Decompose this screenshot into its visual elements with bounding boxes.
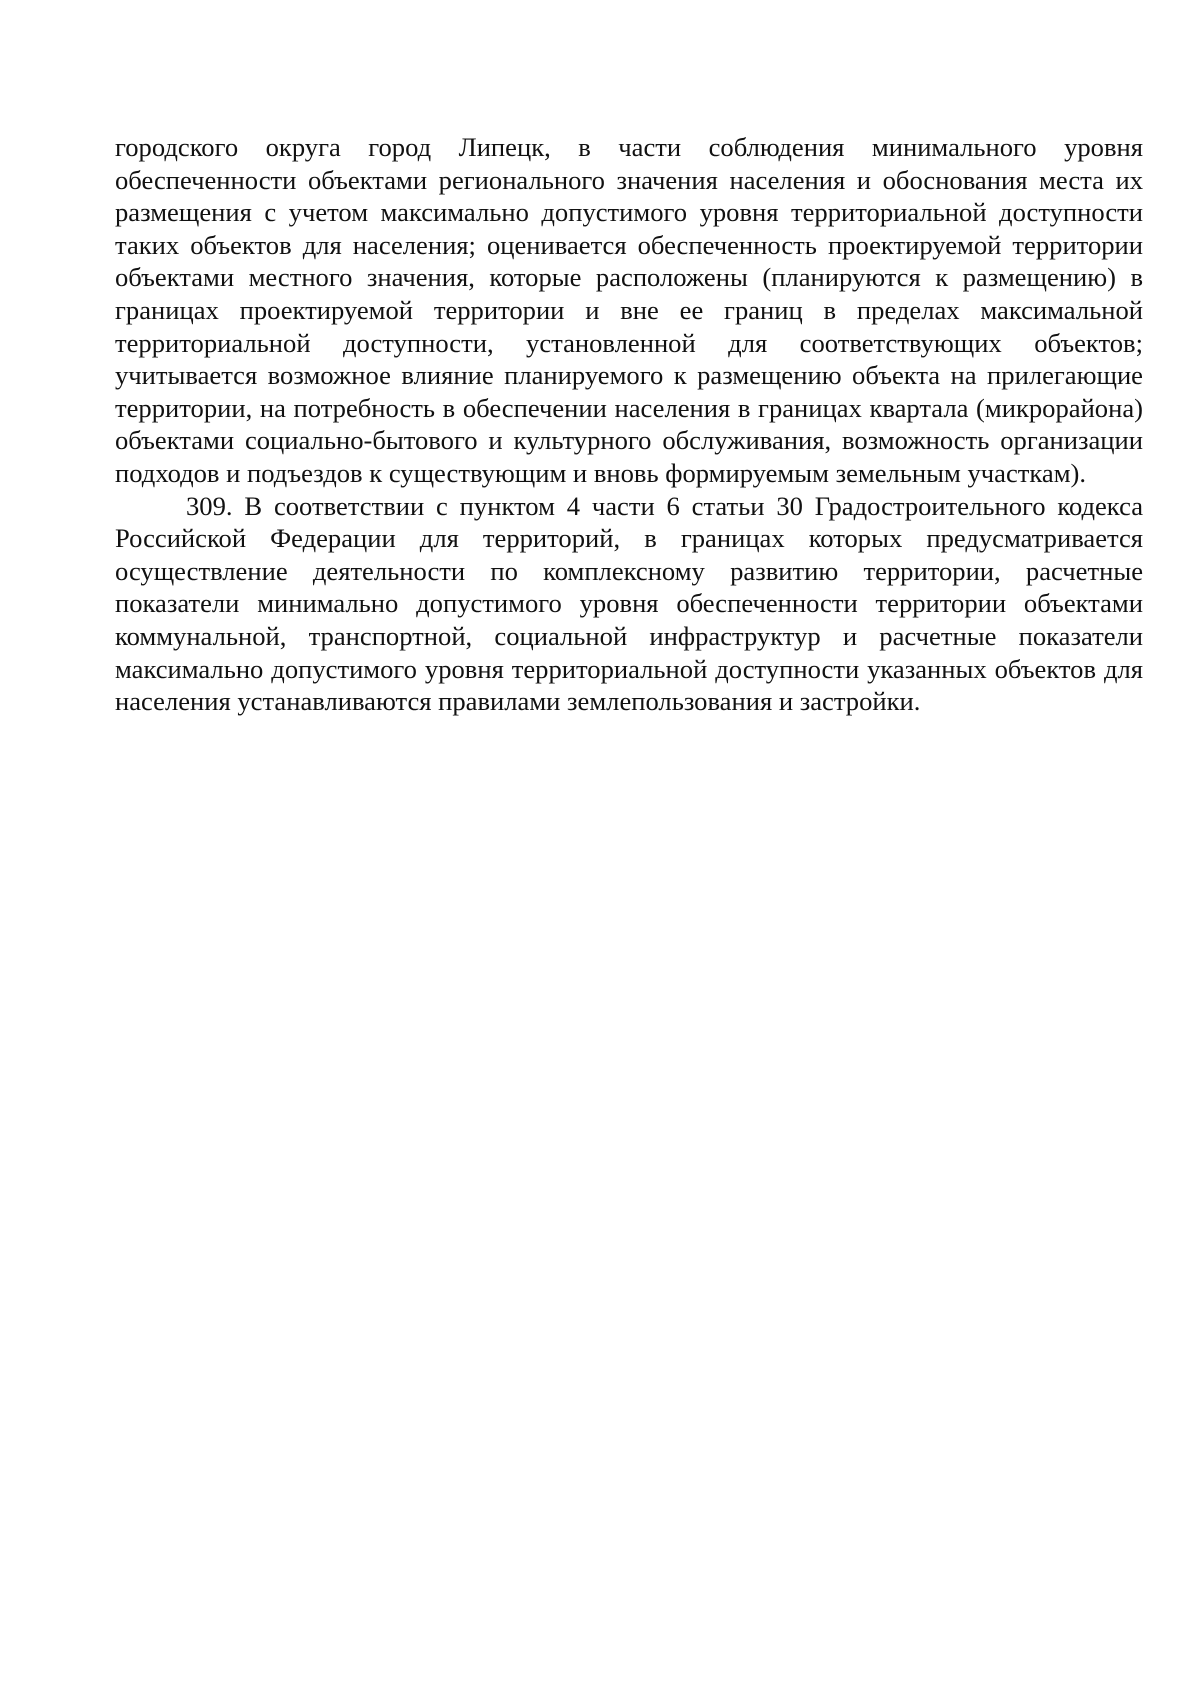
paragraph-309: 309. В соответствии с пунктом 4 части 6 статьи 30 Градостроительного кодекса Российской Федерации для территорий, в границах которых предусматривается осуществление деятельности по комплексному развитию территории, расчетные показатели минимально допустимого уровня обеспеченности территории объектами коммунальной, транспортной, социальной инфраструктур и расчетные показатели максимально допустимого уровня территориальной доступности указанных объектов для населения устанавливаются правилами землепользования и застройки. xyxy=(115,490,1143,717)
document-body xyxy=(115,131,1143,718)
paragraph-continuation: городского округа город Липецк, в части соблюдения минимального уровня обеспеченности объектами регионального значения населения и обоснования места их размещения с учетом максимально допустимого уровня территориальной доступности таких объектов для населения; оценивается обеспеченность проектируемой территории объектами местного значения, которые расположены (планируются к размещению) в границах проектируемой территории и вне ее границ в пределах максимальной территориальной доступности, установленной для соответствующих объектов; учитывается возможное влияние планируемого к размещению объекта на прилегающие территории, на потребность в обеспечении населения в границах квартала (микрорайона) объектами социально-бытового и культурного обслуживания, возможность организации подходов и подъездов к существующим и вновь формируемым земельным участкам). xyxy=(115,132,1143,488)
